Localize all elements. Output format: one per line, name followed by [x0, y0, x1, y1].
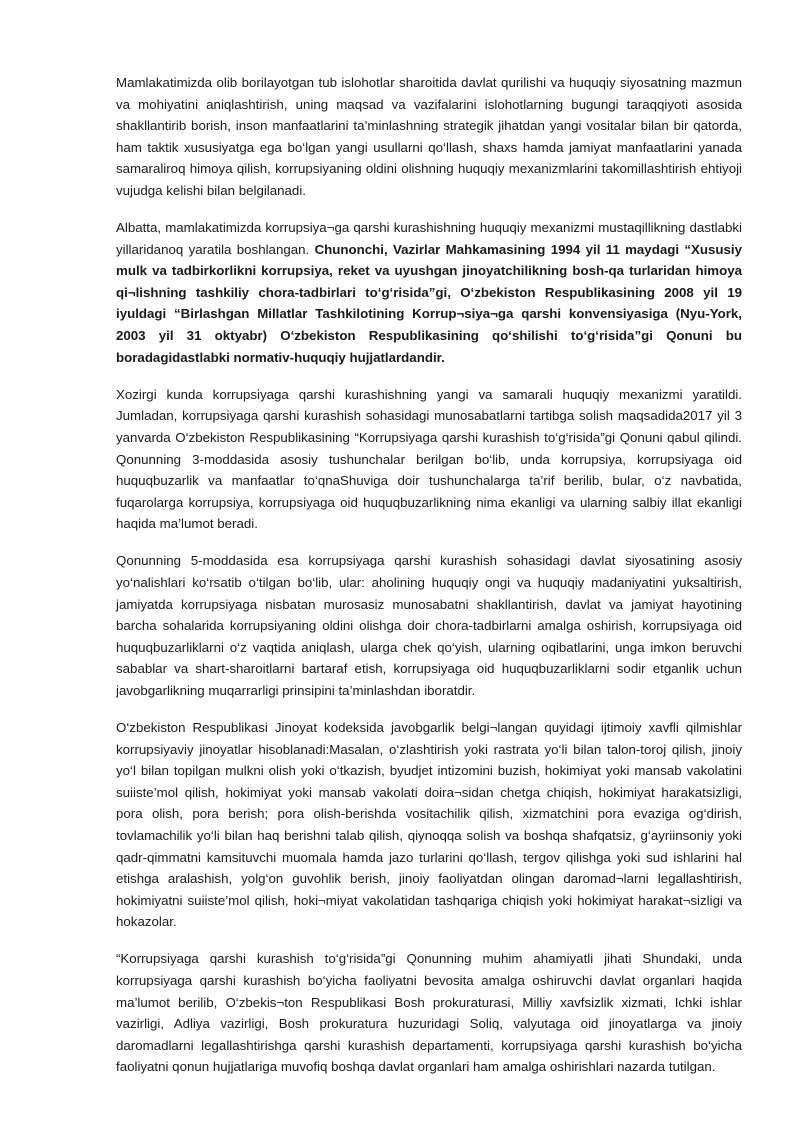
- paragraph-6: “Korrupsiyaga qarshi kurashish to‘g‘risida”gi Qonunning muhim ahamiyatli jihati Shundaki, unda korrupsiyaga qarshi kurashish bo‘yicha faoliyatni bevosita amalga oshiruvchi davlat organlari haqida ma’lumot berilib, O‘zbekis¬ton Respublikasi Bosh prokuraturasi, Milliy xavfsizlik xizmati, Ichki ishlar vazirligi, Adliya vazirligi, Bosh prokuratura huzuridagi Soliq, valyutaga oid jinoyatlarga va jinoiy daromadlarni legallashtirishga qarshi kurashish departamenti, korrupsiyaga qarshi kurashish bo‘yicha faoliyatni qonun hujjatlariga muvofiq boshqa davlat organlari ham amalga oshirishlari nazarda tutilgan.: [116, 951, 742, 1075]
- paragraph-2-bold: Chunonchi, Vazirlar Mahkamasining 1994 yil 11 maydagi “Xususiy mulk va tadbirkorlikni korrupsiya, reket va uyushgan jinoyatchilikning bosh-qa turlaridan himoya qi¬lishning tashkiliy chora-tadbirlari to‘g‘risida”gi, O‘zbekiston Respublikasining 2008 yil 19 iyuldagi “Birlashgan Millatlar Tashkilotining Korrup¬siya¬ga qarshi konvensiyasiga (Nyu-York, 2003 yil 31 oktyabr) O‘zbekiston Respublikasining qo‘shilishi to‘g‘risida”gi Qonuni bu boradagidastlabki normativ-huquqiy hujjatlardandir.: [116, 241, 743, 365]
- paragraph-4: Qonunning 5-moddasida esa korrupsiyaga qarshi kurashish sohasidagi davlat siyosatining asosiy yo‘nalishlari ko‘rsatib o‘tilgan bo‘lib, ular: aholining huquqiy ongi va huquqiy madaniyatini yuksaltirish, jamiyatda korrupsiyaga nisbatan murosasiz munosabatni shakllantirish, davlat va jamiyat hayotining barcha sohalarida korrupsiyaning oldini olishga doir chora-tadbirlarni amalga oshirish, korrupsiyaga oid huquqbuzarliklarni o‘z vaqtida aniqlash, ularga chek qo‘yish, ularning oqibatlarini, unga imkon beruvchi sabablar va shart-sharoitlarni bartaraf etish, korrupsiyaga oid huquqbuzarliklarni sodir etganlik uchun javobgarlikning muqarrarligi prinsipini ta’minlashdan iboratdir.: [116, 553, 742, 698]
- paragraph-2-intro: Albatta, mamlakatimizda korrupsiya¬ga qarshi kurashishning huquqiy mexanizmi mustaqillikning dastlabki yillaridanoq yaratila boshlangan.: [116, 220, 742, 257]
- paragraph-5: O‘zbekiston Respublikasi Jinoyat kodeksida javobgarlik belgi¬langan quyidagi ijtimoiy xavfli qilmishlar korrupsiyaviy jinoyatlar hisoblanadi:Masalan, o‘zlashtirish yoki rastrata yo‘li bilan talon-toroj qilish, jinoiy yo‘l bilan topilgan mulkni olish yoki o‘tkazish, byudjet intizomini buzish, hokimiyat yoki mansab vakolatini suiiste’mol qilish, hokimiyat yoki mansab vakolati doira¬sidan chetga chiqish, hokimiyat harakatsizligi, pora olish, pora berish; pora olish-berishda vositachilik qilish, xizmatchini pora evaziga og‘dirish, tovlamachilik yo‘li bilan haq berishni talab qilish, qiynoqqa solish va boshqa shafqatsiz, g‘ayriinsoniy yoki qadr-qimmatni kamsituvchi muomala hamda jazo turlarini qo‘llash, tergov qilishga yoki sud ishlarini hal etishga aralashish, yolg‘on guvohlik berish, jinoiy faoliyatdan olingan daromad¬larni legallashtirish, hokimiyatni suiiste’mol qilish, hoki¬miyat vakolatidan tashqariga chiqish yoki hokimiyat harakat¬sizligi va hokazolar.: [116, 720, 742, 930]
- paragraph-3: Xozirgi kunda korrupsiyaga qarshi kurashishning yangi va samarali huquqiy mexanizmi yaratildi. Jumladan, korrupsiyaga qarshi kurashish sohasidagi munosabatlarni tartibga solish maqsadida2017 yil 3 yanvarda O‘zbekiston Respublikasining “Korrupsiyaga qarshi kurashish to‘g‘risida”gi Qonuni qabul qilindi. Qonunning 3-moddasida asosiy tushunchalar berilgan bo‘lib, unda korrupsiya, korrupsiyaga oid huquqbuzarlik va manfaatlar to‘qnaShuviga doir tushunchalarga ta’rif berilib, bular, o‘z navbatida, fuqarolarga korrupsiya, korrupsiyaga oid huquqbuzarlikning nima ekanligi va ularning salbiy illat ekanligi haqida ma’lumot beradi.: [116, 386, 742, 532]
- paragraph-1: Mamlakatimizda olib borilayotgan tub islohotlar sharoitida davlat qurilishi va huquqiy siyosatning mazmun va mohiyatini aniqlashtirish, uning maqsad va vazifalarini islohotlarning bugungi taraqqiyoti asosida shakllantirib borish, inson manfaatlarini ta’minlashning strategik jihatdan yangi vositalar bilan bir qatorda, ham taktik xususiyatga ega bo‘lgan yangi usullarni qo‘llash, shaxs hamda jamiyat manfaatlarini yanada samaraliroq himoya qilish, korrupsiyaning oldini olishning huquqiy mexanizmlarini takomillashtirish ehtiyoji vujudga kelishi bilan belgilanadi.: [116, 75, 742, 198]
- paragraph-2: [116, 217, 742, 368]
